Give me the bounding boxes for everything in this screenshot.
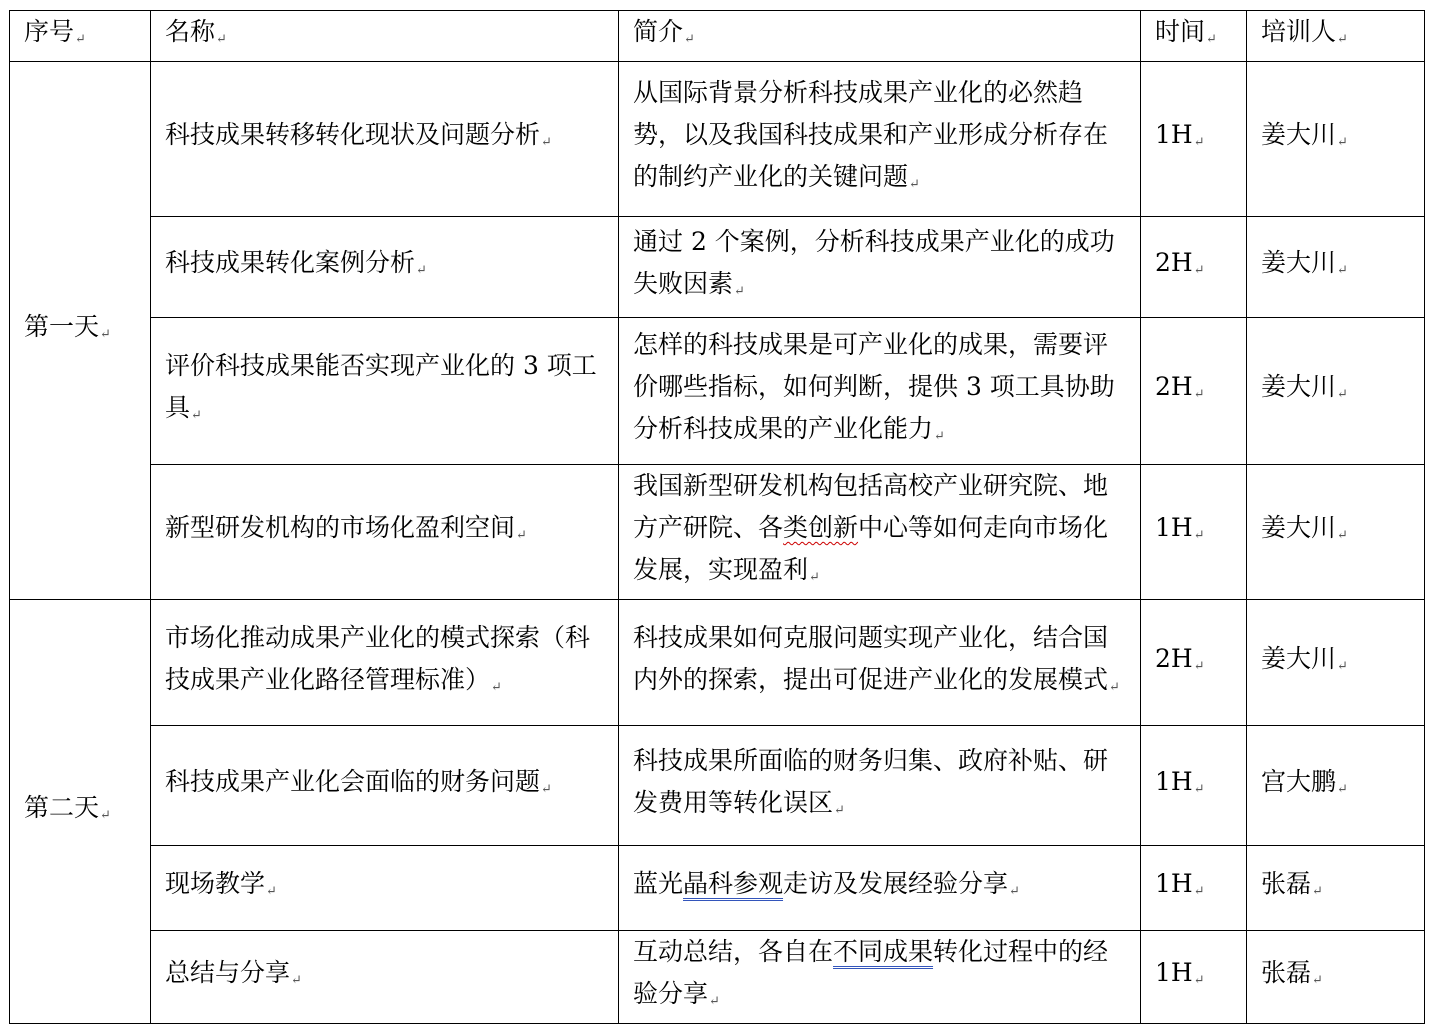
course-trainer: 姜大川↵ — [1247, 217, 1425, 318]
course-intro: 科技成果所面临的财务归集、政府补贴、研发费用等转化误区↵ — [619, 726, 1141, 846]
course-name: 现场教学↵ — [151, 846, 619, 931]
course-name: 科技成果转化案例分析↵ — [151, 217, 619, 318]
course-intro: 通过 2 个案例，分析科技成果产业化的成功失败因素↵ — [619, 217, 1141, 318]
course-intro: 怎样的科技成果是可产业化的成果，需要评价哪些指标，如何判断，提供 3 项工具协助分析科技成果的产业化能力↵ — [619, 318, 1141, 465]
header-time: 时间↵ — [1141, 11, 1247, 62]
course-trainer: 姜大川↵ — [1247, 600, 1425, 726]
course-intro: 互动总结，各自在不同成果转化过程中的经验分享↵ — [619, 931, 1141, 1024]
course-name: 评价科技成果能否实现产业化的 3 项工具↵ — [151, 318, 619, 465]
table-row — [10, 931, 1425, 1024]
course-time: 1H↵ — [1141, 62, 1247, 217]
grammar-underline: 不同成果 — [833, 937, 934, 966]
table-row — [10, 465, 1425, 600]
course-trainer: 宫大鹏↵ — [1247, 726, 1425, 846]
table-row — [10, 62, 1425, 217]
grammar-underline: 晶科参观 — [683, 869, 784, 898]
course-trainer: 姜大川↵ — [1247, 465, 1425, 600]
course-intro: 我国新型研发机构包括高校产业研究院、地方产研院、各类创新中心等如何走向市场化发展，实现盈利↵ — [619, 465, 1141, 600]
table-row — [10, 726, 1425, 846]
table-row — [10, 600, 1425, 726]
course-name: 科技成果产业化会面临的财务问题↵ — [151, 726, 619, 846]
header-intro: 简介↵ — [619, 11, 1141, 62]
course-trainer: 姜大川↵ — [1247, 62, 1425, 217]
course-intro: 从国际背景分析科技成果产业化的必然趋势，以及我国科技成果和产业形成分析存在的制约产业化的关键问题↵ — [619, 62, 1141, 217]
course-trainer: 张磊↵ — [1247, 846, 1425, 931]
course-intro: 蓝光晶科参观走访及发展经验分享↵ — [619, 846, 1141, 931]
spellcheck-underline: 类创新 — [783, 513, 859, 542]
course-intro: 科技成果如何克服问题实现产业化，结合国内外的探索，提出可促进产业化的发展模式↵ — [619, 600, 1141, 726]
header-row — [10, 11, 1425, 62]
course-time: 1H↵ — [1141, 846, 1247, 931]
day-label-1: 第一天↵ — [10, 62, 151, 600]
course-trainer: 张磊↵ — [1247, 931, 1425, 1024]
training-schedule-table — [9, 10, 1425, 1024]
course-trainer: 姜大川↵ — [1247, 318, 1425, 465]
course-time: 1H↵ — [1141, 726, 1247, 846]
header-seq: 序号↵ — [10, 11, 151, 62]
header-trainer: 培训人↵ — [1247, 11, 1425, 62]
course-time: 2H↵ — [1141, 217, 1247, 318]
course-name: 总结与分享↵ — [151, 931, 619, 1024]
table-row — [10, 217, 1425, 318]
table-row — [10, 846, 1425, 931]
course-name: 科技成果转移转化现状及问题分析↵ — [151, 62, 619, 217]
table-row — [10, 318, 1425, 465]
course-time: 2H↵ — [1141, 600, 1247, 726]
course-time: 2H↵ — [1141, 318, 1247, 465]
course-name: 新型研发机构的市场化盈利空间↵ — [151, 465, 619, 600]
header-name: 名称↵ — [151, 11, 619, 62]
course-name: 市场化推动成果产业化的模式探索（科技成果产业化路径管理标准）↵ — [151, 600, 619, 726]
course-time: 1H↵ — [1141, 931, 1247, 1024]
course-time: 1H↵ — [1141, 465, 1247, 600]
day-label-2: 第二天↵ — [10, 600, 151, 1024]
